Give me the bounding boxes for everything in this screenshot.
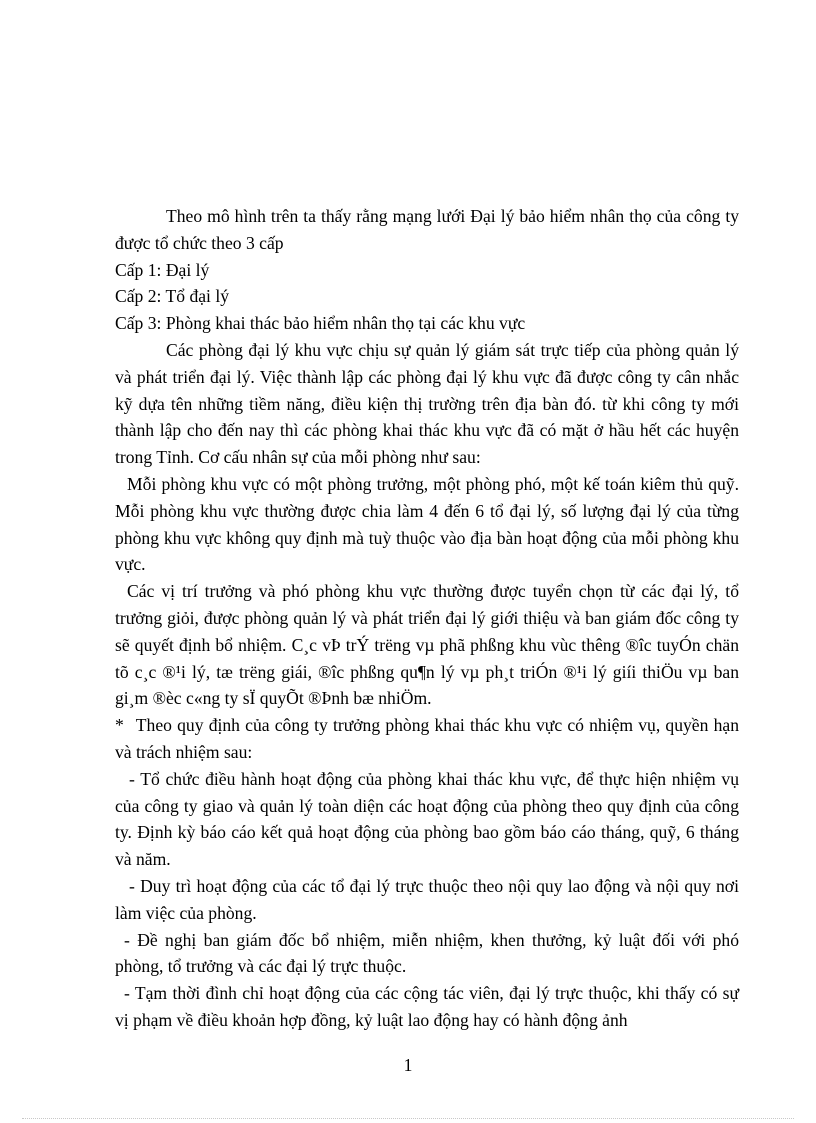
duty-item-4: - Tạm thời đình chỉ hoạt động của các cộng tác viên, đại lý trực thuộc, khi thấy có sự vị phạm về điều khoản hợp đồng, kỷ luật lao động hay có hành động ảnh (115, 983, 739, 1030)
paragraph-regional-offices: Các phòng đại lý khu vực chịu sự quản lý giám sát trực tiếp của phòng quản lý và phát triển đại lý. Việc thành lập các phòng đại lý khu vực đã được công ty cân nhắc kỹ dựa tên những tiềm năng, điều kiện thị trường trên địa bàn đó. từ khi công ty mới thành lập cho đến nay thì các phòng khai thác khu vực đã có mặt ở hầu hết các huyện trong Tỉnh. Cơ cấu nhân sự của mỗi phòng như sau: (115, 339, 739, 468)
document-body (115, 203, 739, 1034)
paragraph-agent-network: Theo mô hình trên ta thấy rằng mạng lưới Đại lý bảo hiểm nhân thọ của công ty được tổ chức theo 3 cấp (115, 206, 739, 253)
paragraph-position-selection: Các vị trí trưởng và phó phòng khu vực thường được tuyển chọn từ các đại lý, tổ trưởng giỏi, được phòng quản lý và phát triển đại lý giới thiệu và ban giám đốc công ty sẽ quyết định bổ nhiệm. C¸c vÞ trÝ trëng vµ phã phßng khu vùc thêng ®îc tuyÓn chän tõ c¸c ®¹i lý, tæ trëng giái, ®îc phßng qu¶n lý vµ ph¸t triÓn ®¹i lý giíi thiÖu vµ ban gi¸m ®èc c«ng ty sÏ quyÕt ®Þnh bæ nhiÖm. (115, 581, 739, 709)
duty-item-3: - Đề nghị ban giám đốc bổ nhiệm, miễn nhiệm, khen thưởng, kỷ luật đối với phó phòng, tổ trưởng và các đại lý trực thuộc. (115, 929, 739, 977)
level-item-1: Cấp 1: Đại lý (115, 259, 210, 280)
duty-item-2: - Duy trì hoạt động của các tổ đại lý trực thuộc theo nội quy lao động và nội quy nơi làm việc của phòng. (115, 875, 739, 923)
duty-item-1: - Tổ chức điều hành hoạt động của phòng khai thác khu vực, để thực hiện nhiệm vụ của công ty giao và quản lý toàn diện các hoạt động của phòng theo quy định của công ty. Định kỳ báo cáo kết quả hoạt động của phòng bao gồm báo cáo tháng, quỹ, 6 tháng và năm. (115, 768, 739, 870)
paragraph-manager-duties-intro (115, 712, 739, 766)
manager-duties-intro-text: Theo quy định của công ty trưởng phòng khai thác khu vực có nhiệm vụ, quyền hạn và trách nhiệm sau: (115, 715, 739, 762)
page-number: 1 (403, 1055, 413, 1075)
paragraph-office-staffing: Mỗi phòng khu vực có một phòng trưởng, một phòng phó, một kế toán kiêm thủ quỹ. Mỗi phòng khu vực thường được chia làm 4 đến 6 tổ đại lý, số lượng đại lý của từng phòng khu vực không quy định mà tuỳ thuộc vào địa bàn hoạt động của mỗi phòng khu vực. (115, 473, 739, 575)
level-item-3: Cấp 3: Phòng khai thác bảo hiểm nhân thọ tại các khu vực (115, 313, 526, 334)
asterisk-mark: * (115, 715, 124, 736)
page-bottom-divider (22, 1118, 794, 1119)
level-item-2: Cấp 2: Tổ đại lý (115, 286, 230, 307)
